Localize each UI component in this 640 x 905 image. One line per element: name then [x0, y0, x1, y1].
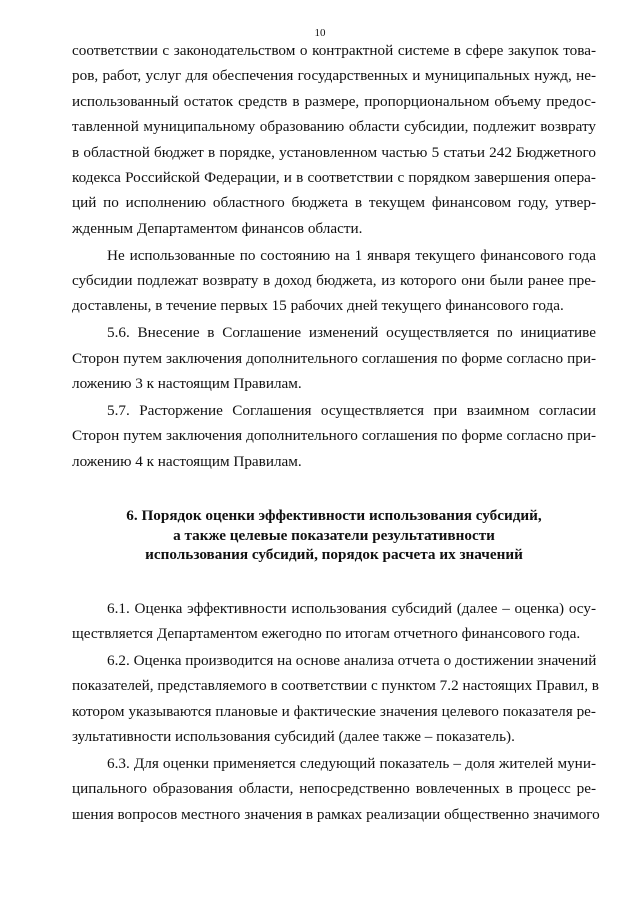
heading-line: 6. Порядок оценки эффективности использования субсидий,	[126, 507, 542, 525]
text-line: показателей, представляемого в соответствии с пунктом 7.2 настоящих Правил, в	[72, 677, 599, 695]
paragraph	[72, 38, 596, 241]
text-line: ществляется Департаментом ежегодно по итогам отчетного финансового года.	[72, 625, 581, 643]
text-line: Сторон путем заключения дополнительного соглашения по форме согласно при-	[72, 349, 596, 367]
text-line: Не использованные по состоянию на 1 января текущего финансового года	[107, 246, 596, 264]
paragraph	[72, 243, 596, 319]
page-number: 10	[314, 27, 326, 39]
text-line: кодекса Российской Федерации, и в соответствии с порядком завершения опера-	[72, 168, 596, 186]
paragraph	[72, 320, 596, 396]
text-line: в областной бюджет в порядке, установленном частью 5 статьи 242 Бюджетного	[72, 143, 596, 161]
heading-line: а также целевые показатели результативности	[173, 526, 495, 544]
text-line: Сторон путем заключения дополнительного соглашения по форме согласно при-	[72, 427, 596, 445]
text-line: 5.7. Расторжение Соглашения осуществляется при взаимном согласии	[107, 401, 596, 419]
text-line: субсидии подлежат возврату в доход бюджета, из которого они были ранее пре-	[72, 272, 596, 290]
text-line: шения вопросов местного значения в рамках реализации общественно значимого	[72, 805, 600, 823]
paragraph	[72, 398, 596, 474]
text-line: ложению 4 к настоящим Правилам.	[72, 452, 302, 470]
text-line: ложению 3 к настоящим Правилам.	[72, 375, 302, 393]
section-heading	[72, 506, 596, 565]
heading-line: использования субсидий, порядок расчета их значений	[145, 546, 523, 564]
text-line: 5.6. Внесение в Соглашение изменений осуществляется по инициативе	[107, 324, 596, 342]
text-line: зультативности использования субсидий (далее также – показатель).	[72, 728, 515, 746]
text-line: ципального образования области, непосредственно вовлеченных в процесс ре-	[72, 780, 596, 798]
text-line: тавленной муниципальному образованию области субсидии, подлежит возврату	[72, 118, 596, 136]
paragraph	[72, 751, 600, 827]
paragraph	[72, 648, 599, 750]
text-line: доставлены, в течение первых 15 рабочих дней текущего финансового года.	[72, 297, 564, 315]
text-line: 6.2. Оценка производится на основе анализа отчета о достижении значений	[107, 651, 597, 669]
text-line: ций по исполнению областного бюджета в текущем финансовом году, утвер-	[72, 194, 596, 212]
text-line: использованный остаток средств в размере, пропорциональном объему предос-	[72, 92, 596, 110]
document-body	[72, 38, 600, 827]
text-line: соответствии с законодательством о контрактной системе в сфере закупок това-	[72, 42, 596, 59]
text-line: 6.1. Оценка эффективности использования субсидий (далее – оценка) осу-	[107, 599, 596, 617]
paragraph	[72, 596, 596, 647]
text-line: ров, работ, услуг для обеспечения государственных и муниципальных нужд, не-	[72, 67, 596, 85]
text-line: 6.3. Для оценки применяется следующий показатель – доля жителей муни-	[107, 754, 596, 772]
text-line: жденным Департаментом финансов области.	[72, 219, 363, 237]
text-line: котором указываются плановые и фактические значения целевого показателя ре-	[72, 702, 596, 720]
